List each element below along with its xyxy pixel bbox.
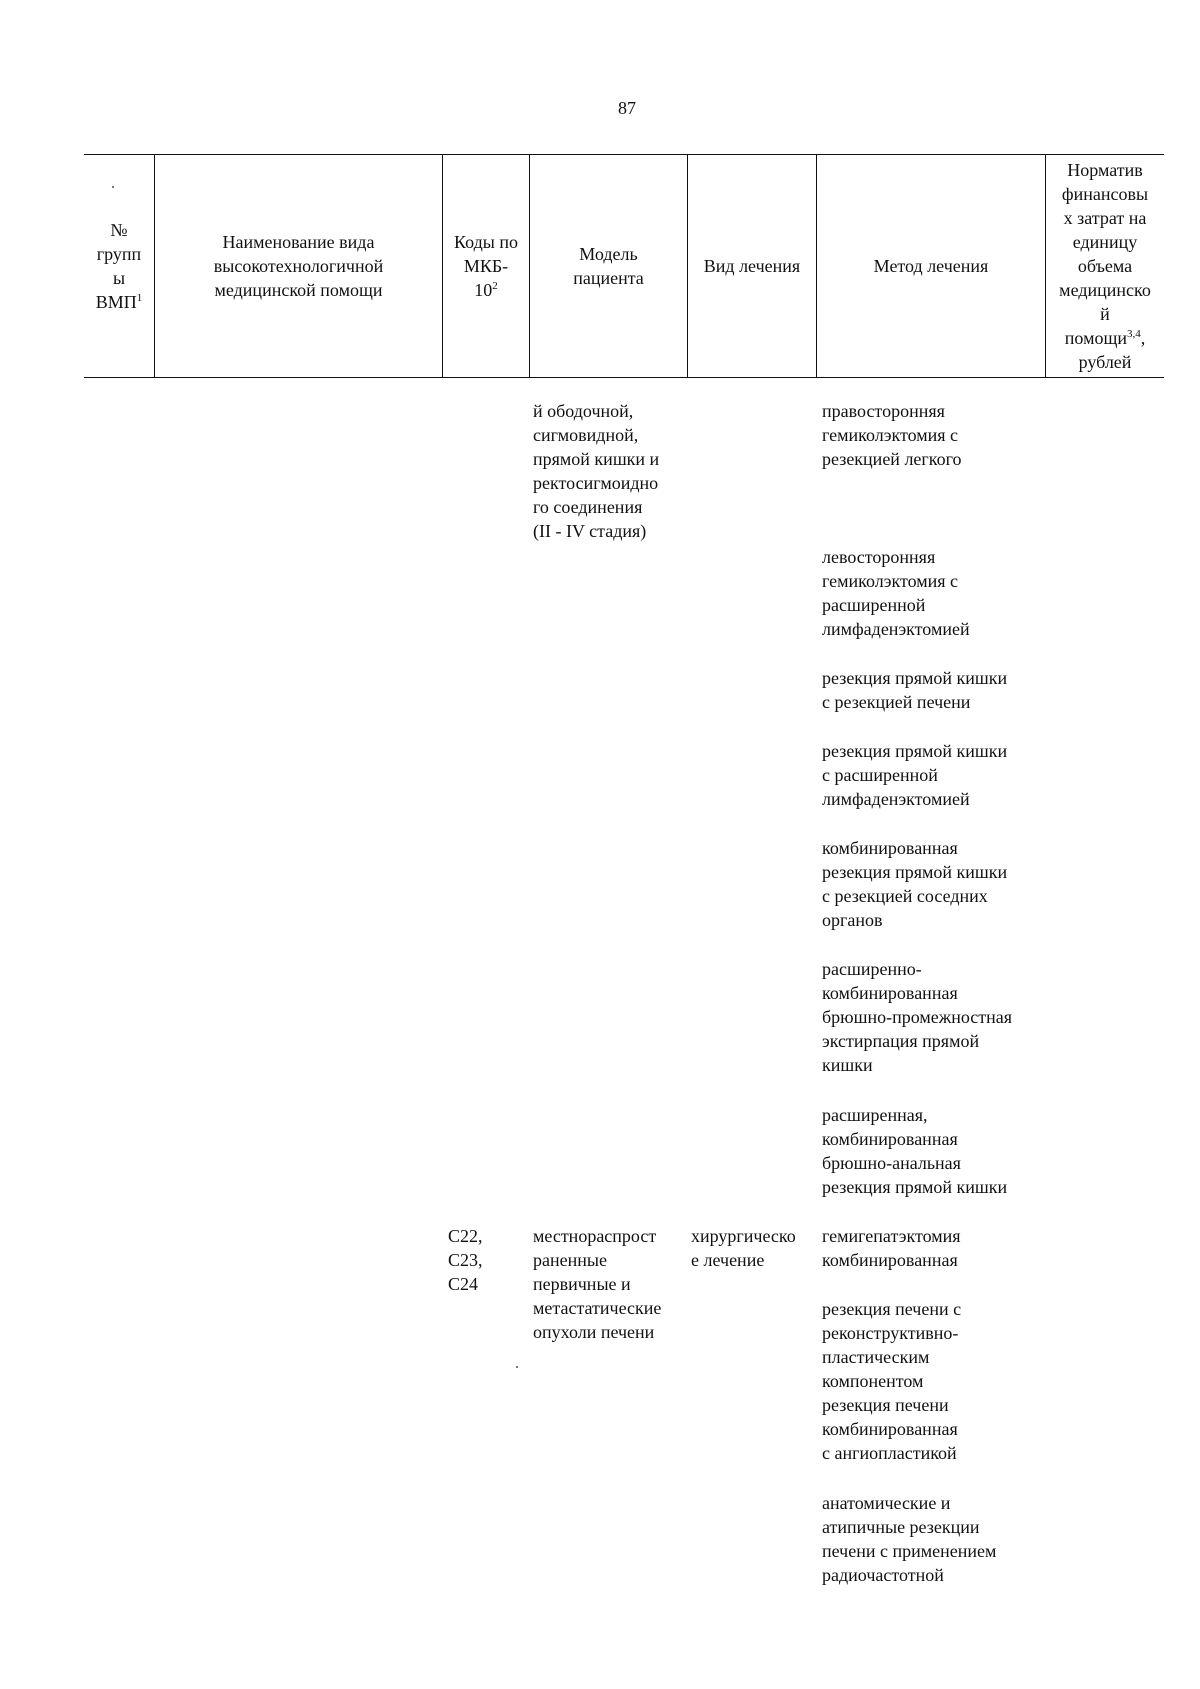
footnote-3-4: 3,4 bbox=[1126, 328, 1141, 340]
row2-patient-model: местнораспрост раненные первичные и метастатические опухоли печени bbox=[533, 1226, 662, 1342]
row2-method-1: гемигепатэктомия комбинированная bbox=[822, 1226, 961, 1270]
header-icd-codes-text: Коды по МКБ- 10 bbox=[454, 232, 518, 300]
row1-method-4: резекция прямой кишки с расширенной лимфаденэктомией bbox=[822, 741, 1008, 809]
row1-patient-model: й ободочной, сигмовидной, прямой кишки и ректосигмоидно го соединения (II - IV стадия) bbox=[533, 401, 660, 541]
header-standard-cost-tail: , рублей bbox=[1078, 328, 1146, 372]
header-group-number bbox=[84, 155, 154, 377]
header-standard-cost-text: Норматив финансовы х затрат на единицу объема медицинско й помощи bbox=[1059, 160, 1151, 348]
header-treatment-type: Вид лечения bbox=[687, 155, 816, 377]
scan-speck-2 bbox=[112, 186, 114, 188]
table-header-row bbox=[84, 154, 1164, 378]
page-number: 87 bbox=[618, 98, 636, 118]
row1-method-1: правосторонняя гемиколэктомия с резекцией легкого bbox=[822, 401, 962, 469]
footnote-1: 1 bbox=[136, 292, 143, 304]
header-care-name: Наименование вида высокотехнологичной медицинской помощи bbox=[154, 155, 442, 377]
row1-method-3: резекция прямой кишки с резекцией печени bbox=[822, 668, 1008, 712]
scan-speck bbox=[516, 1366, 518, 1368]
row2-method-2: резекция печени с реконструктивно- пластическим компонентом резекция печени комбинированная с ангиопластикой bbox=[822, 1299, 962, 1463]
header-patient-model: Модель пациента bbox=[529, 155, 687, 377]
header-treatment-method: Метод лечения bbox=[816, 155, 1045, 377]
row1-method-2: левосторонняя гемиколэктомия с расширенной лимфаденэктомией bbox=[822, 547, 970, 639]
row1-method-5: комбинированная резекция прямой кишки с резекцией соседних органов bbox=[822, 838, 1008, 930]
row2-icd-codes: C22, C23, C24 bbox=[448, 1226, 483, 1294]
header-icd-codes bbox=[442, 155, 529, 377]
row2-method-3: анатомические и атипичные резекции печени с применением радиочастотной bbox=[822, 1493, 997, 1585]
header-standard-cost bbox=[1045, 155, 1164, 377]
footnote-2: 2 bbox=[492, 280, 498, 292]
treatment-table bbox=[84, 154, 1164, 378]
header-group-number-text: № групп ы ВМП bbox=[95, 220, 142, 312]
row1-method-7: расширенная, комбинированная брюшно-анальная резекция прямой кишки bbox=[822, 1105, 1008, 1197]
row2-treatment-type: хирургическо е лечение bbox=[691, 1226, 796, 1270]
row1-method-6: расширенно- комбинированная брюшно-промежностная экстирпация прямой кишки bbox=[822, 959, 1013, 1075]
